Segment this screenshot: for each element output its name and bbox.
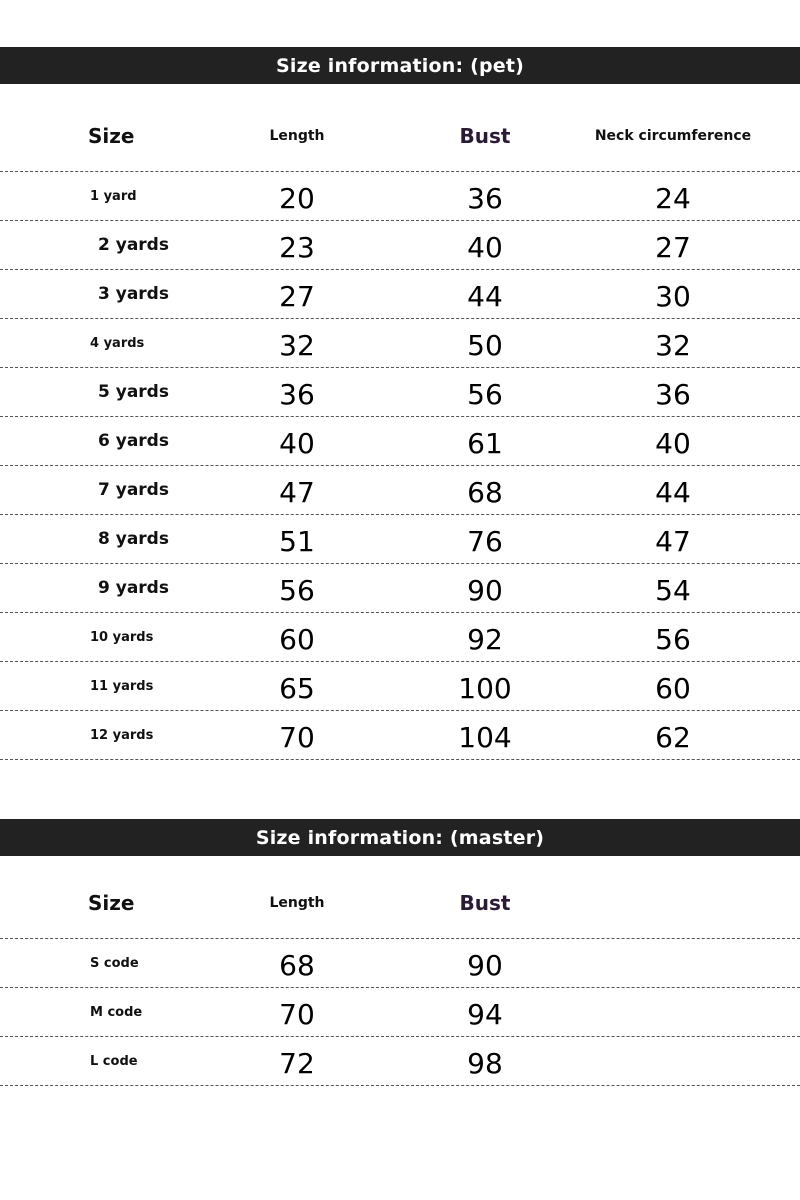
master-size-table bbox=[0, 868, 800, 1086]
header-size: Size bbox=[88, 124, 135, 148]
length-value: 72 bbox=[279, 1046, 315, 1080]
bust-value: 68 bbox=[467, 475, 503, 509]
length-value: 70 bbox=[279, 720, 315, 754]
table-row bbox=[0, 221, 800, 270]
table-row bbox=[0, 172, 800, 221]
length-value: 70 bbox=[279, 997, 315, 1031]
pet-size-title: Size information: (pet) bbox=[0, 47, 800, 84]
length-value: 32 bbox=[279, 328, 315, 362]
neck-value: 32 bbox=[655, 328, 691, 362]
neck-value: 24 bbox=[655, 181, 691, 215]
length-value: 27 bbox=[279, 279, 315, 313]
neck-value: 47 bbox=[655, 524, 691, 558]
table-header bbox=[0, 868, 800, 939]
table-row bbox=[0, 988, 800, 1037]
length-value: 47 bbox=[279, 475, 315, 509]
master-size-title: Size information: (master) bbox=[0, 819, 800, 856]
bust-value: 76 bbox=[467, 524, 503, 558]
size-label: 7 yards bbox=[98, 480, 169, 500]
table-row bbox=[0, 466, 800, 515]
neck-value: 56 bbox=[655, 622, 691, 656]
size-label: 10 yards bbox=[90, 629, 154, 645]
neck-value: 30 bbox=[655, 279, 691, 313]
bust-value: 50 bbox=[467, 328, 503, 362]
length-value: 56 bbox=[279, 573, 315, 607]
header-bust: Bust bbox=[459, 124, 511, 148]
length-value: 20 bbox=[279, 181, 315, 215]
length-value: 23 bbox=[279, 230, 315, 264]
table-row bbox=[0, 711, 800, 760]
length-value: 51 bbox=[279, 524, 315, 558]
neck-value: 54 bbox=[655, 573, 691, 607]
neck-value: 40 bbox=[655, 426, 691, 460]
size-label: 6 yards bbox=[98, 431, 169, 451]
size-label: S code bbox=[90, 955, 139, 971]
size-label: 2 yards bbox=[98, 235, 169, 255]
table-row bbox=[0, 319, 800, 368]
size-label: M code bbox=[90, 1004, 143, 1020]
table-row bbox=[0, 939, 800, 988]
size-label: 4 yards bbox=[90, 335, 145, 351]
bust-value: 61 bbox=[467, 426, 503, 460]
header-length: Length bbox=[269, 895, 325, 911]
length-value: 65 bbox=[279, 671, 315, 705]
neck-value: 60 bbox=[655, 671, 691, 705]
bust-value: 98 bbox=[467, 1046, 503, 1080]
table-row bbox=[0, 515, 800, 564]
table-row bbox=[0, 613, 800, 662]
size-label: L code bbox=[90, 1053, 138, 1069]
bust-value: 90 bbox=[467, 948, 503, 982]
header-size: Size bbox=[88, 891, 135, 915]
table-row bbox=[0, 417, 800, 466]
table-header bbox=[0, 101, 800, 172]
length-value: 60 bbox=[279, 622, 315, 656]
header-length: Length bbox=[269, 128, 325, 144]
bust-value: 44 bbox=[467, 279, 503, 313]
table-row bbox=[0, 270, 800, 319]
bust-value: 90 bbox=[467, 573, 503, 607]
size-label: 9 yards bbox=[98, 578, 169, 598]
bust-value: 100 bbox=[458, 671, 512, 705]
size-label: 5 yards bbox=[98, 382, 169, 402]
table-row bbox=[0, 662, 800, 711]
size-label: 1 yard bbox=[90, 188, 137, 204]
header-neck: Neck circumference bbox=[594, 128, 752, 144]
size-label: 11 yards bbox=[90, 678, 154, 694]
bust-value: 94 bbox=[467, 997, 503, 1031]
bust-value: 92 bbox=[467, 622, 503, 656]
bust-value: 56 bbox=[467, 377, 503, 411]
neck-value: 62 bbox=[655, 720, 691, 754]
header-bust: Bust bbox=[459, 891, 511, 915]
size-label: 3 yards bbox=[98, 284, 169, 304]
neck-value: 27 bbox=[655, 230, 691, 264]
neck-value: 36 bbox=[655, 377, 691, 411]
bust-value: 36 bbox=[467, 181, 503, 215]
table-row bbox=[0, 368, 800, 417]
length-value: 68 bbox=[279, 948, 315, 982]
length-value: 36 bbox=[279, 377, 315, 411]
pet-size-table bbox=[0, 101, 800, 760]
bust-value: 40 bbox=[467, 230, 503, 264]
bust-value: 104 bbox=[458, 720, 512, 754]
size-label: 8 yards bbox=[98, 529, 169, 549]
table-row bbox=[0, 564, 800, 613]
size-label: 12 yards bbox=[90, 727, 154, 743]
neck-value: 44 bbox=[655, 475, 691, 509]
length-value: 40 bbox=[279, 426, 315, 460]
table-row bbox=[0, 1037, 800, 1086]
